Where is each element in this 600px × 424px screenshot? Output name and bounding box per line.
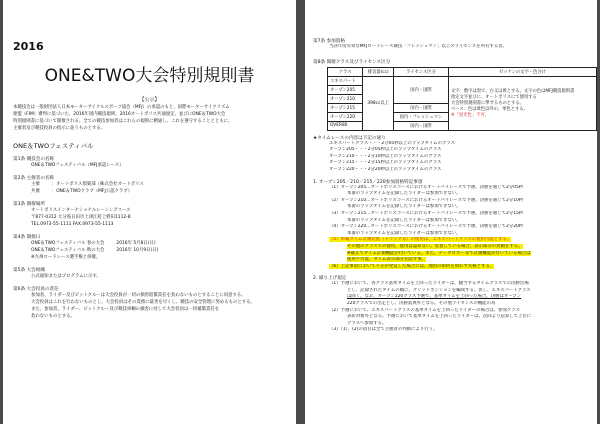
time-rule-row: オープン215・・・2分15秒以上のラップタイムのクラス (329, 160, 442, 166)
event-note: ※九州ロードレース選手権と併催。 (31, 255, 101, 260)
qualification-heading: 1. オープン205／210／215／220参加資格特記事項 (313, 179, 423, 185)
intro-line: 主催者及び競技役員の指示に従うものとする。 (13, 126, 106, 131)
promotion-line: は除く。なお、オープン220クラス予選で、基準タイムを上回った場合、決勝はオープン (347, 294, 522, 300)
highlighted-text: 使用不可能。タイム表示部分を隠す事。 (347, 257, 426, 263)
co-organizer-row (13, 188, 286, 195)
license-class-table (327, 67, 597, 131)
event-date: 2016年 5月8日(日) (116, 241, 156, 246)
license-cell: 国内・国際 (393, 121, 448, 130)
event-name: ONE＆TWOフェスティバル 秋の大会 (31, 248, 105, 253)
qualification-item: 本番のラップタイムを記録したライダーは参加できない。 (347, 191, 461, 197)
class-cell: オープン205 (328, 85, 363, 94)
year: 2016 (13, 40, 44, 53)
disqualification-rule (313, 264, 589, 271)
class-cell: エキスパート (328, 76, 363, 85)
article-6-line: 負わないものとする。 (31, 314, 75, 319)
document-page-right (305, 0, 597, 424)
promotion-line: （3）（1）、(2)の項目は全て主催者の判断により行う。 (329, 327, 438, 333)
event-date-row (13, 240, 286, 247)
section-title: ONE＆TWOフェスティバル (13, 142, 94, 150)
highlighted-text: その他のクラスでの使用、使用は認めない。装着している場合、表示部分の封鎖をする。 (347, 243, 523, 249)
notice-label: 【公示】 (139, 97, 160, 103)
intro-line: 本競技会は一般財団法人日本モーターサイクルスポーツ協会（MFJ）の承認のもと、国際モーターサイクリズム (13, 105, 230, 110)
intro-line: 連盟（FIM）審判に基づいた、2016年国内競技規則、2016オートポリス共通規定、並びにONE＆TWO大会 (13, 112, 226, 117)
intro-line: 特別規則書に基づいて開催される。全ての競技参加者はこれらの規則に精通し、これを遵守することとともに、 (13, 119, 233, 124)
promotion-line: （2）予選において、エキスパートクラスの基準タイムを上回ったライダーの場合は、参加クラス (329, 307, 520, 313)
article-8-heading: 第8条 開催クラス及びライセンス区分 (313, 59, 391, 65)
qualification-item: 本番のラップタイムを記録したライダーは参加できない。 (347, 204, 461, 210)
intro-paragraph (13, 104, 286, 132)
qualification-item: （3）オープン215…オートポリスコースにおけるオートバイレースで予選、決勝を通じて2分15秒 (329, 210, 524, 216)
license-cell: 国内・国際 (393, 103, 448, 112)
event-date-row (13, 247, 286, 254)
article-3-heading: 第3条 開催場所 (13, 202, 45, 207)
article-6-heading: 第6条 大会役員の責任 (13, 287, 59, 292)
promotion-line: 表彰対象外となる。予選において基準タイムを上回ったライダーは、次回より起算して上位に (347, 314, 532, 320)
article-6-line: 大会役員はこれを行わないものとし、大会役員はその責務に最善を尽くし、競技の安全管理に努めるものとする。 (31, 300, 255, 305)
displacement-cell: 398cc以上 (363, 76, 394, 130)
col-header-displacement: 排気量(cc) (363, 67, 394, 76)
co-organizer-label: 共催 (31, 189, 40, 194)
venue-address: 〒877-0312 大分県日田市上津江町上野田1112-8 (31, 215, 131, 220)
promotion-line: とし、記録されたタイムの順に、グリッドポジションを編成する。但し、エキスパートクラス (347, 287, 531, 293)
promotion-line: （1）予選において、各クラス基準タイムを上回ったライダーは、翻当するタイムクラスでの決勝出場 (329, 281, 529, 287)
article-4-heading: 第4条 開催日 (13, 235, 41, 240)
article-5-body: 公式通知またはプログラムに示す。 (31, 274, 101, 279)
document-page-left (3, 0, 296, 424)
qualification-item: 本番のラップタイムを記録したライダーは参加できない。 (347, 230, 461, 236)
qualification-item: （4）オープン220…オートポリスコースにおけるオートバイレースで予選、決勝を通じて2分20秒 (329, 224, 524, 230)
time-rule-row: エキスパートクラス・・・2分05秒以上のラップタイムのクラス (329, 140, 456, 146)
article-6-line: また、参加者、ライダー、ピットクルー及び競技車輌の損害に対して大会役員は一切補償責任を (31, 307, 220, 312)
qualification-item: （1）オープン205…オートポリスコースにおけるオートバイレースで予選、決勝を通じて2分05秒 (329, 184, 524, 190)
co-organizer-value: ：ONE＆TWOクラブ（MFJ公認クラブ） (51, 189, 133, 194)
venue-phone: TEL.0973-55-1111 FAX.0973-55-1113 (31, 222, 114, 227)
event-name: ONE＆TWOフェスティバル 春の大会 (31, 241, 105, 246)
promotion-line: クラスへ参加する。 (347, 320, 387, 326)
promotion-line: 220クラスでの出走とし、決勝賞典外となる。その他ライセンスの機能の為 (347, 301, 496, 307)
table-header-row (328, 67, 597, 76)
col-header-class: クラス (328, 67, 363, 76)
zekken-line: 指定文字並びに、オートポリスにて使用する (450, 95, 537, 101)
qualification-item: （2）オープン210…オートポリスコースにおけるオートバイレースで予選、決勝を通じて2分10秒 (329, 197, 524, 203)
article-5-heading: 第5条 大会組織 (13, 268, 45, 273)
table-row (328, 76, 597, 85)
highlighted-text: ※補正でタイム計測機能が付いている。また、データロガー等で計測機能が付いている場合は (347, 250, 531, 256)
highlighted-rule (313, 251, 589, 258)
time-rule-row: オープン205・・・2分05秒以上のラップタイムのクラス (329, 147, 442, 153)
highlighted-text: （6）上記事項において不正が発覚した場合には、理由の如何を問わず失格とする。 (329, 263, 495, 269)
article-1-heading: 第1条 競技会の名称 (13, 157, 55, 162)
article-1-body: ONE＆TWOフェスティバル（MFJ承認レース） (31, 163, 124, 168)
col-header-zekken: ゼッケンの文字・色分け (448, 67, 596, 76)
col-header-license: ライセンス区分 (393, 67, 448, 76)
highlighted-rule (313, 257, 589, 264)
license-cell: 国内・フレッシュマン (393, 112, 448, 121)
highlighted-rule (313, 244, 589, 251)
article-7-heading: 第7条 参加資格 (313, 39, 345, 44)
zekken-line: 文字：数字は黒で、白又は黄とする。文字の色はMFJ競技規則書 (450, 89, 575, 95)
time-rule-row: オープン210・・・2分10秒以上のラップタイムのクラス (329, 153, 442, 159)
venue-name: オートポリスインターナショナルレーシングコース (31, 208, 131, 213)
article-7-body: 当該年度有効なMFJロードレース競技「フレッシュマン」以上のライセンスを所有する者。 (329, 44, 507, 49)
organizer-value: ：オートポリス倶楽部（株式会社オートポリス (51, 182, 144, 187)
highlighted-text: （5）車載タイム計測装置（ドラッグ等）の使用は、エキスパートクラスの使用可能とする。 (329, 237, 512, 243)
time-rule-row: オープン220・・・2分20秒以上のラップタイムのクラス (329, 166, 442, 172)
promotion-heading: 2. 繰り上げ規定 (313, 276, 347, 282)
time-rule-heading: ★タイムレースの内容は下記の通り (313, 135, 386, 141)
zekken-line: ベース：色は黄色以外の、単色とする。 (450, 107, 528, 113)
class-cell: OVER80 (328, 121, 363, 130)
highlighted-rule (313, 237, 589, 244)
license-cell: 国内・国際 (393, 76, 448, 103)
class-cell: オープン210 (328, 94, 363, 103)
article-6-line: 参加者、ライダー及びピットクルーは大会役員が一切の損害賠償責任を負わないものとすることに同意する。 (31, 293, 246, 298)
class-cell: オープン215 (328, 103, 363, 112)
zekken-line: 大会特別規則書に準ずるものとする。 (450, 101, 524, 107)
zekken-warning: ※「蛍光色」不可。 (450, 113, 489, 119)
organizer-label: 主催 (31, 182, 40, 187)
document-title: ONE&TWO大会特別規則書 (44, 66, 255, 86)
article-2-heading: 第2条 主催者の名称 (13, 176, 55, 181)
qualification-item: 本番のラップタイムを記録したライダーは参加できない。 (347, 217, 461, 223)
zekken-cell (448, 76, 596, 130)
event-date: 2016年 10月9日(日) (116, 248, 159, 253)
organizer-row (13, 181, 286, 188)
class-cell: オープン220 (328, 112, 363, 121)
